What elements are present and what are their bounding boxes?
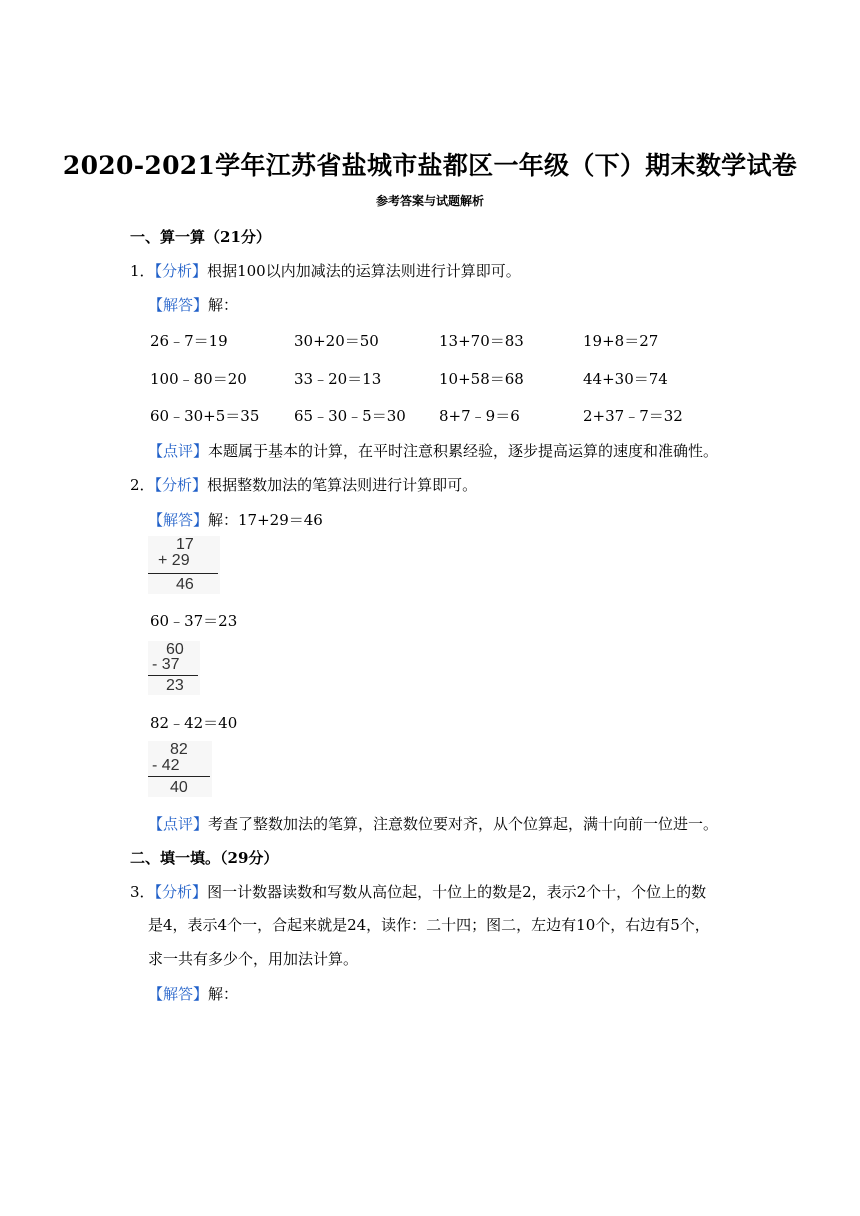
q2-comment-tag: 【点评】 xyxy=(148,815,209,833)
vertical-calc-result: 46 xyxy=(176,576,194,593)
q1-number: 1． xyxy=(130,262,155,280)
vertical-calc-rule xyxy=(148,573,218,574)
calc-cell: 26﹣7＝19 xyxy=(150,332,228,350)
vertical-calc-2 xyxy=(148,641,200,695)
vertical-calc-rule xyxy=(148,776,210,777)
q2-answer xyxy=(148,509,323,530)
q2-comment-text: 考查了整数加法的笔算，注意数位要对齐，从个位算起，满十向前一位进一。 xyxy=(208,815,719,833)
q2-analysis xyxy=(130,474,477,495)
q3-analysis-line-1 xyxy=(130,881,706,902)
q2-number: 2． xyxy=(130,476,155,494)
vertical-calc-operand: + 29 xyxy=(158,552,190,569)
vertical-calc-result: 23 xyxy=(166,677,184,694)
q2-comment xyxy=(148,813,718,834)
q2-analysis-text: 根据整数加法的笔算法则进行计算即可。 xyxy=(207,476,478,494)
calc-cell: 60﹣30+5＝35 xyxy=(150,407,260,425)
q3-answer-tag: 【解答】 xyxy=(148,985,209,1003)
q3-analysis-text: 图一计数器读数和写数从高位起，十位上的数是2，表示2个十，个位上的数 xyxy=(207,883,707,901)
calc-cell: 65﹣30﹣5＝30 xyxy=(294,407,406,425)
calc-cell: 33﹣20＝13 xyxy=(294,370,382,388)
vertical-calc-top: 60 xyxy=(166,641,184,658)
calc-cell: 10+58＝68 xyxy=(439,370,524,388)
vertical-calc-operand: - 37 xyxy=(152,656,180,673)
q1-answer xyxy=(148,294,238,315)
q3-analysis-line-3: 求一共有多少个，用加法计算。 xyxy=(148,950,359,968)
calc-cell: 2+37﹣7＝32 xyxy=(583,407,683,425)
q3-analysis-line-2: 是4，表示4个一，合起来就是24，读作：二十四；图二，左边有10个，右边有5个， xyxy=(148,916,710,934)
q1-analysis xyxy=(130,260,521,281)
q1-comment-text: 本题属于基本的计算，在平时注意积累经验，逐步提高运算的速度和准确性。 xyxy=(208,442,719,460)
q1-analysis-text: 根据100以内加减法的运算法则进行计算即可。 xyxy=(207,262,521,280)
vertical-calc-operand: - 42 xyxy=(152,757,180,774)
q2-answer-tag: 【解答】 xyxy=(148,511,209,529)
q2-equation-3: 82﹣42＝40 xyxy=(150,714,238,732)
q1-comment-tag: 【点评】 xyxy=(148,442,209,460)
vertical-calc-rule xyxy=(148,675,198,676)
page-title: 2020-2021学年江苏省盐城市盐都区一年级（下）期末数学试卷 xyxy=(62,151,798,180)
q1-answer-text: 解： xyxy=(208,296,239,314)
q1-comment xyxy=(148,440,718,461)
q1-analysis-tag: 【分析】 xyxy=(154,262,208,280)
q3-answer-text: 解： xyxy=(208,985,239,1003)
vertical-calc-top: 17 xyxy=(176,536,194,553)
q3-answer xyxy=(148,983,238,1004)
q1-answer-tag: 【解答】 xyxy=(148,296,209,314)
vertical-calc-1 xyxy=(148,536,220,594)
q2-analysis-tag: 【分析】 xyxy=(154,476,208,494)
calc-cell: 8+7﹣9＝6 xyxy=(439,407,520,425)
calc-cell: 30+20＝50 xyxy=(294,332,379,350)
calc-cell: 13+70＝83 xyxy=(439,332,524,350)
vertical-calc-3 xyxy=(148,741,212,797)
page-subtitle: 参考答案与试题解析 xyxy=(375,194,484,208)
q3-analysis-tag: 【分析】 xyxy=(154,883,208,901)
q3-number: 3． xyxy=(130,883,155,901)
vertical-calc-top: 82 xyxy=(170,741,188,758)
section-heading-1: 一、算一算（21分） xyxy=(130,228,271,246)
calc-cell: 19+8＝27 xyxy=(583,332,659,350)
calc-cell: 44+30＝74 xyxy=(583,370,668,388)
section-heading-2: 二、填一填。（29分） xyxy=(130,849,279,867)
vertical-calc-result: 40 xyxy=(170,779,188,796)
q2-equation-2: 60﹣37＝23 xyxy=(150,612,238,630)
q2-answer-text: 解：17+29＝46 xyxy=(208,511,323,529)
calc-cell: 100﹣80＝20 xyxy=(150,370,247,388)
